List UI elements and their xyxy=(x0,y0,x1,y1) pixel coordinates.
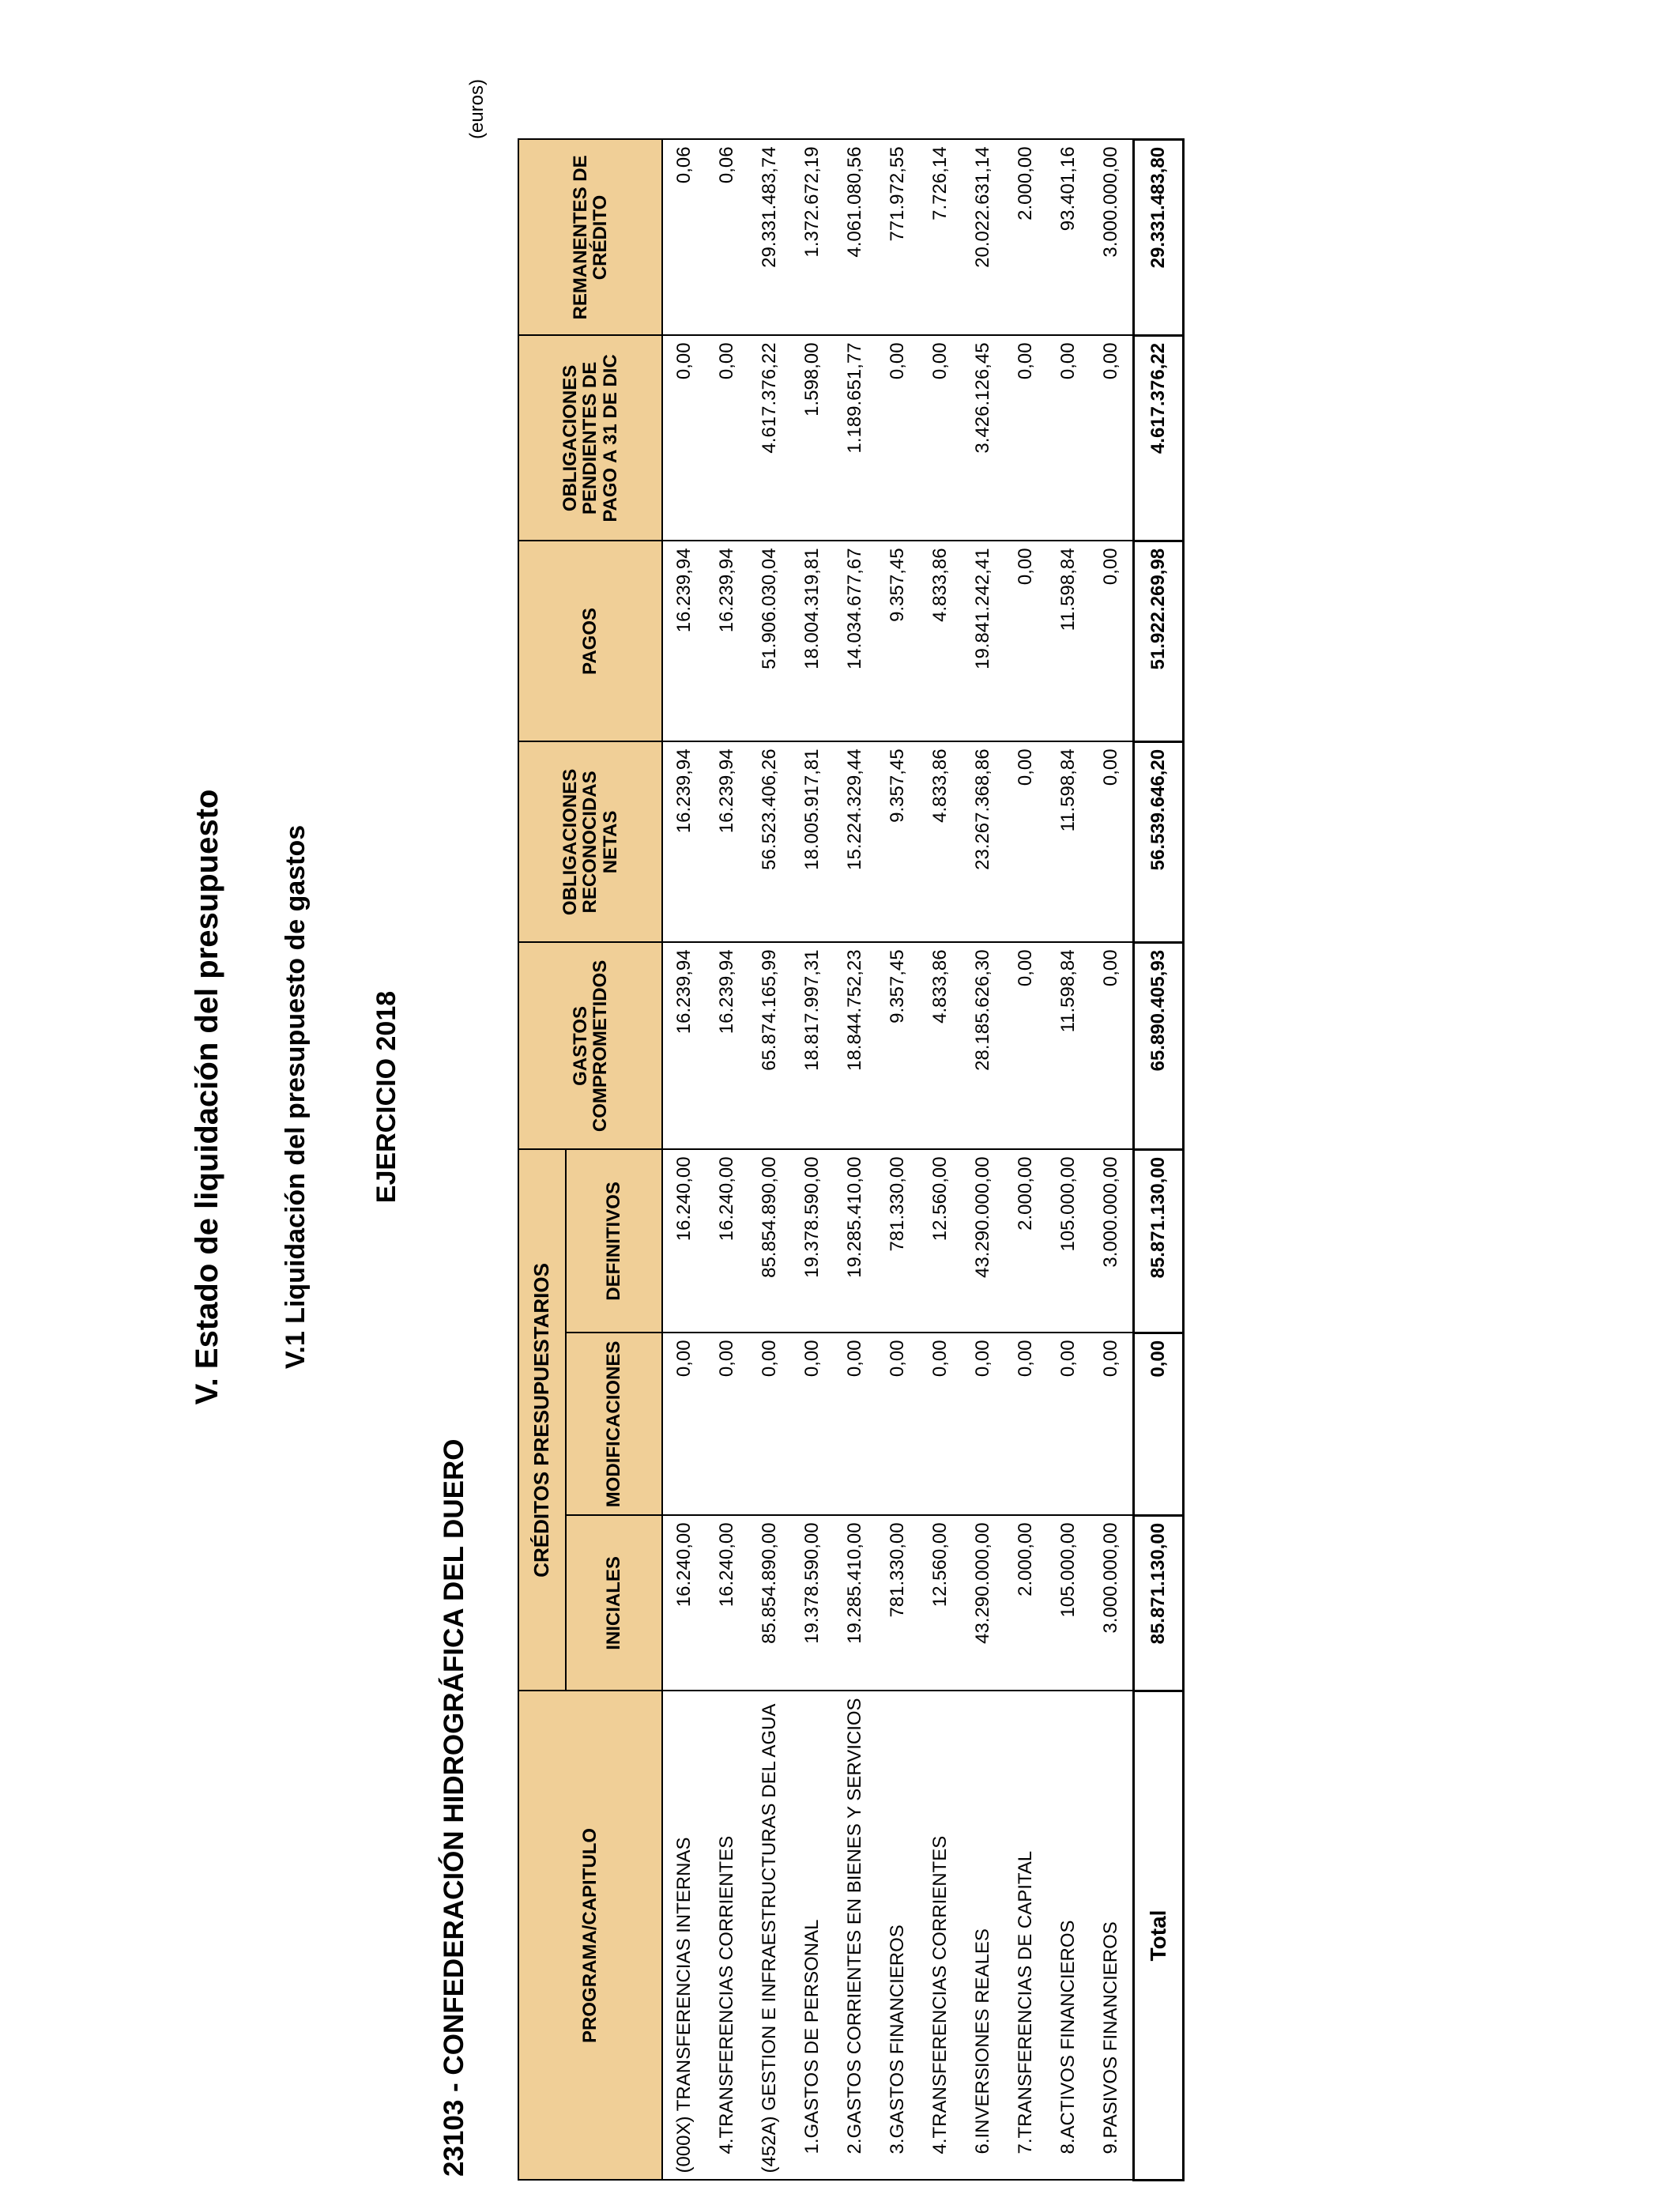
cell-value: 0,00 xyxy=(919,335,962,541)
cell-value: 1.372.672,19 xyxy=(791,139,834,335)
cell-value: 0,00 xyxy=(1090,942,1134,1149)
cell-value: 3.000.000,00 xyxy=(1090,139,1134,335)
cell-value: 16.239,94 xyxy=(706,541,748,741)
row-label: 3.GASTOS FINANCIEROS xyxy=(876,1691,919,2180)
table-row xyxy=(962,139,1004,2180)
cell-value: 16.239,94 xyxy=(706,741,748,942)
cell-value: 19.841.242,41 xyxy=(962,541,1004,741)
cell-value: 0,00 xyxy=(1004,335,1047,541)
cell-value: 0,00 xyxy=(1047,1333,1090,1515)
total-value: 51.922.269,98 xyxy=(1134,541,1184,741)
cell-value: 781.330,00 xyxy=(876,1515,919,1691)
cell-value: 2.000,00 xyxy=(1004,1515,1047,1691)
total-value: 65.890.405,93 xyxy=(1134,942,1184,1149)
cell-value: 23.267.368,86 xyxy=(962,741,1004,942)
table-row xyxy=(791,139,834,2180)
report-subtitle: V.1 Liquidación del presupuesto de gastos xyxy=(281,824,311,1370)
row-label: 2.GASTOS CORRIENTES EN BIENES Y SERVICIOS xyxy=(834,1691,876,2180)
row-label: 7.TRANSFERENCIAS DE CAPITAL xyxy=(1004,1691,1047,2180)
cell-value: 85.854.890,00 xyxy=(748,1149,791,1333)
row-label: 4.TRANSFERENCIAS CORRIENTES xyxy=(919,1691,962,2180)
row-label: 9.PASIVOS FINANCIEROS xyxy=(1090,1691,1134,2180)
cell-value: 51.906.030,04 xyxy=(748,541,791,741)
cell-value: 18.817.997,31 xyxy=(791,942,834,1149)
report-title: V. Estado de liquidación del presupuesto xyxy=(190,789,224,1405)
cell-value: 16.240,00 xyxy=(706,1149,748,1333)
cell-value: 0,00 xyxy=(662,335,706,541)
header-pagos: PAGOS xyxy=(518,541,662,741)
cell-value: 29.331.483,74 xyxy=(748,139,791,335)
cell-value: 3.000.000,00 xyxy=(1090,1515,1134,1691)
cell-value: 0,00 xyxy=(1004,942,1047,1149)
cell-value: 0,00 xyxy=(1004,541,1047,741)
cell-value: 0,00 xyxy=(791,1333,834,1515)
cell-value: 0,00 xyxy=(1047,335,1090,541)
total-value: 4.617.376,22 xyxy=(1134,335,1184,541)
cell-value: 16.240,00 xyxy=(662,1149,706,1333)
cell-value: 3.426.126,45 xyxy=(962,335,1004,541)
cell-value: 0,00 xyxy=(706,335,748,541)
cell-value: 19.285.410,00 xyxy=(834,1149,876,1333)
entity-name: 23103 - CONFEDERACIÓN HIDROGRÁFICA DEL DUERO xyxy=(439,1438,469,2177)
cell-value: 0,06 xyxy=(706,139,748,335)
row-label: 6.INVERSIONES REALES xyxy=(962,1691,1004,2180)
cell-value: 16.240,00 xyxy=(662,1515,706,1691)
cell-value: 1.189.651,77 xyxy=(834,335,876,541)
table-row xyxy=(876,139,919,2180)
cell-value: 11.598,84 xyxy=(1047,741,1090,942)
cell-value: 4.061.080,56 xyxy=(834,139,876,335)
cell-value: 1.598,00 xyxy=(791,335,834,541)
table-row xyxy=(1047,139,1090,2180)
total-value: 85.871.130,00 xyxy=(1134,1149,1184,1333)
cell-value: 14.034.677,67 xyxy=(834,541,876,741)
table-row xyxy=(1090,139,1134,2180)
row-label: (452A) GESTION E INFRAESTRUCTURAS DEL AGUA xyxy=(748,1691,791,2180)
cell-value: 781.330,00 xyxy=(876,1149,919,1333)
cell-value: 18.005.917,81 xyxy=(791,741,834,942)
cell-value: 85.854.890,00 xyxy=(748,1515,791,1691)
cell-value: 0,00 xyxy=(1090,335,1134,541)
cell-value: 9.357,45 xyxy=(876,741,919,942)
cell-value: 12.560,00 xyxy=(919,1149,962,1333)
cell-value: 4.833,86 xyxy=(919,741,962,942)
cell-value: 9.357,45 xyxy=(876,541,919,741)
cell-value: 4.617.376,22 xyxy=(748,335,791,541)
cell-value: 16.239,94 xyxy=(662,942,706,1149)
cell-value: 12.560,00 xyxy=(919,1515,962,1691)
cell-value: 0,00 xyxy=(1090,1333,1134,1515)
header-gastos: GASTOS COMPROMETIDOS xyxy=(518,942,662,1149)
cell-value: 4.833,86 xyxy=(919,942,962,1149)
cell-value: 0,00 xyxy=(962,1333,1004,1515)
cell-value: 11.598,84 xyxy=(1047,541,1090,741)
cell-value: 93.401,16 xyxy=(1047,139,1090,335)
cell-value: 0,00 xyxy=(1090,541,1134,741)
cell-value: 771.972,55 xyxy=(876,139,919,335)
cell-value: 16.240,00 xyxy=(706,1515,748,1691)
total-value: 56.539.646,20 xyxy=(1134,741,1184,942)
header-pendientes: OBLIGACIONES PENDIENTES DE PAGO A 31 DE DIC xyxy=(518,335,662,541)
table-row xyxy=(1004,139,1047,2180)
row-label: (000X) TRANSFERENCIAS INTERNAS xyxy=(662,1691,706,2180)
cell-value: 0,06 xyxy=(662,139,706,335)
header-iniciales: INICIALES xyxy=(566,1515,662,1691)
cell-value: 0,00 xyxy=(706,1333,748,1515)
header-obligaciones: OBLIGACIONES RECONOCIDAS NETAS xyxy=(518,741,662,942)
table-row xyxy=(706,139,748,2180)
cell-value: 0,00 xyxy=(876,1333,919,1515)
cell-value: 16.239,94 xyxy=(662,541,706,741)
cell-value: 16.239,94 xyxy=(662,741,706,942)
header-definitivos: DEFINITIVOS xyxy=(566,1149,662,1333)
total-value: 0,00 xyxy=(1134,1333,1184,1515)
cell-value: 9.357,45 xyxy=(876,942,919,1149)
header-modificaciones: MODIFICACIONES xyxy=(566,1333,662,1515)
total-value: 85.871.130,00 xyxy=(1134,1515,1184,1691)
cell-value: 43.290.000,00 xyxy=(962,1515,1004,1691)
cell-value: 0,00 xyxy=(662,1333,706,1515)
cell-value: 7.726,14 xyxy=(919,139,962,335)
row-label: 8.ACTIVOS FINANCIEROS xyxy=(1047,1691,1090,2180)
table-row xyxy=(662,139,706,2180)
cell-value: 19.285.410,00 xyxy=(834,1515,876,1691)
cell-value: 11.598,84 xyxy=(1047,942,1090,1149)
cell-value: 0,00 xyxy=(876,335,919,541)
cell-value: 2.000,00 xyxy=(1004,139,1047,335)
header-programa: PROGRAMA/CAPITULO xyxy=(518,1691,662,2180)
header-creditos-group: CRÉDITOS PRESUPUESTARIOS xyxy=(518,1149,566,1691)
cell-value: 0,00 xyxy=(1004,1333,1047,1515)
row-label: 4.TRANSFERENCIAS CORRIENTES xyxy=(706,1691,748,2180)
cell-value: 43.290.000,00 xyxy=(962,1149,1004,1333)
currency-unit: (euros) xyxy=(466,78,488,139)
cell-value: 0,00 xyxy=(919,1333,962,1515)
table-row xyxy=(748,139,791,2180)
cell-value: 28.185.626,30 xyxy=(962,942,1004,1149)
cell-value: 0,00 xyxy=(1090,741,1134,942)
cell-value: 0,00 xyxy=(1004,741,1047,942)
cell-value: 56.523.406,26 xyxy=(748,741,791,942)
total-value: 29.331.483,80 xyxy=(1134,139,1184,335)
cell-value: 105.000,00 xyxy=(1047,1515,1090,1691)
cell-value: 4.833,86 xyxy=(919,541,962,741)
cell-value: 65.874.165,99 xyxy=(748,942,791,1149)
cell-value: 19.378.590,00 xyxy=(791,1515,834,1691)
cell-value: 18.844.752,23 xyxy=(834,942,876,1149)
table-row xyxy=(834,139,876,2180)
cell-value: 20.022.631,14 xyxy=(962,139,1004,335)
cell-value: 0,00 xyxy=(834,1333,876,1515)
budget-table xyxy=(518,138,1185,2181)
cell-value: 19.378.590,00 xyxy=(791,1149,834,1333)
cell-value: 16.239,94 xyxy=(706,942,748,1149)
cell-value: 0,00 xyxy=(748,1333,791,1515)
cell-value: 2.000,00 xyxy=(1004,1149,1047,1333)
total-row xyxy=(1134,139,1184,2180)
table-row xyxy=(919,139,962,2180)
header-remanentes: REMANENTES DE CRÉDITO xyxy=(518,139,662,335)
exercise-year: EJERCICIO 2018 xyxy=(371,990,401,1204)
cell-value: 3.000.000,00 xyxy=(1090,1149,1134,1333)
cell-value: 105.000,00 xyxy=(1047,1149,1090,1333)
row-label: 1.GASTOS DE PERSONAL xyxy=(791,1691,834,2180)
total-label: Total xyxy=(1134,1691,1184,2180)
cell-value: 18.004.319,81 xyxy=(791,541,834,741)
cell-value: 15.224.329,44 xyxy=(834,741,876,942)
